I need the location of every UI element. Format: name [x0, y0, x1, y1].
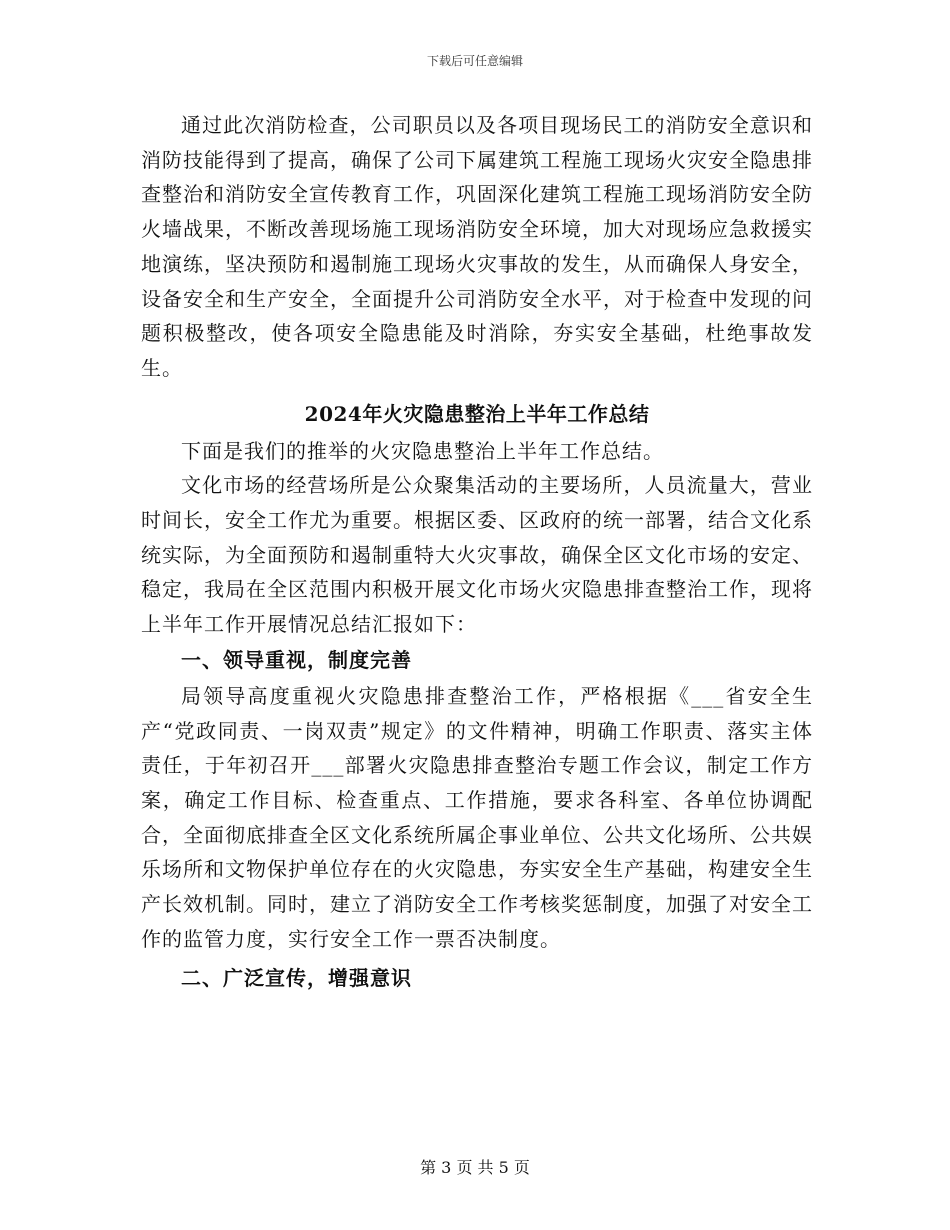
- paragraph-intro: 通过此次消防检查，公司职员以及各项目现场民工的消防安全意识和消防技能得到了提高，确保了公司下属建筑工程施工现场火灾安全隐患排查整治和消防安全宣传教育工作，巩固深化建筑工程施工现场消防安全防火墙战果，不断改善现场施工现场消防安全环境，加大对现场应急救援实地演练，坚决预防和遏制施工现场火灾事故的发生，从而确保人身安全，设备安全和生产安全，全面提升公司消防安全水平，对于检查中发现的问题积极整改，使各项安全隐患能及时消除，夯实安全基础，杜绝事故发生。: [141, 113, 813, 380]
- section-title: 2024年火灾隐患整治上半年工作总结: [304, 401, 650, 426]
- page-number: 第 3 页 共 5 页: [420, 1158, 530, 1177]
- document-body: [141, 108, 813, 997]
- paragraph-market: 文化市场的经营场所是公众聚集活动的主要场所，人员流量大，营业时间长，安全工作尤为重要。根据区委、区政府的统一部署，结合文化系统实际，为全面预防和遏制重特大火灾事故，确保全区文化市场的安定、稳定，我局在全区范围内积极开展文化市场火灾隐患排查整治工作，现将上半年工作开展情况总结汇报如下：: [141, 473, 813, 637]
- heading-leadership: 一、领导重视，制度完善: [181, 647, 412, 672]
- paragraph-leadership: 局领导高度重视火灾隐患排查整治工作，严格根据《___省安全生产“党政同责、一岗双责”规定》的文件精神，明确工作职责、落实主体责任，于年初召开___部署火灾隐患排查整治专题工作会议，制定工作方案，确定工作目标、检查重点、工作措施，要求各科室、各单位协调配合，全面彻底排查全区文化系统所属企事业单位、公共文化场所、公共娱乐场所和文物保护单位存在的火灾隐患，夯实安全生产基础，构建安全生产长效机制。同时，建立了消防安全工作考核奖惩制度，加强了对安全工作的监管力度，实行安全工作一票否决制度。: [141, 683, 813, 951]
- heading-publicity: 二、广泛宣传，增强意识: [181, 966, 412, 991]
- page-header-note: 下载后可任意编辑: [426, 54, 523, 68]
- paragraph-recommend: 下面是我们的推举的火灾隐患整治上半年工作总结。: [181, 438, 664, 463]
